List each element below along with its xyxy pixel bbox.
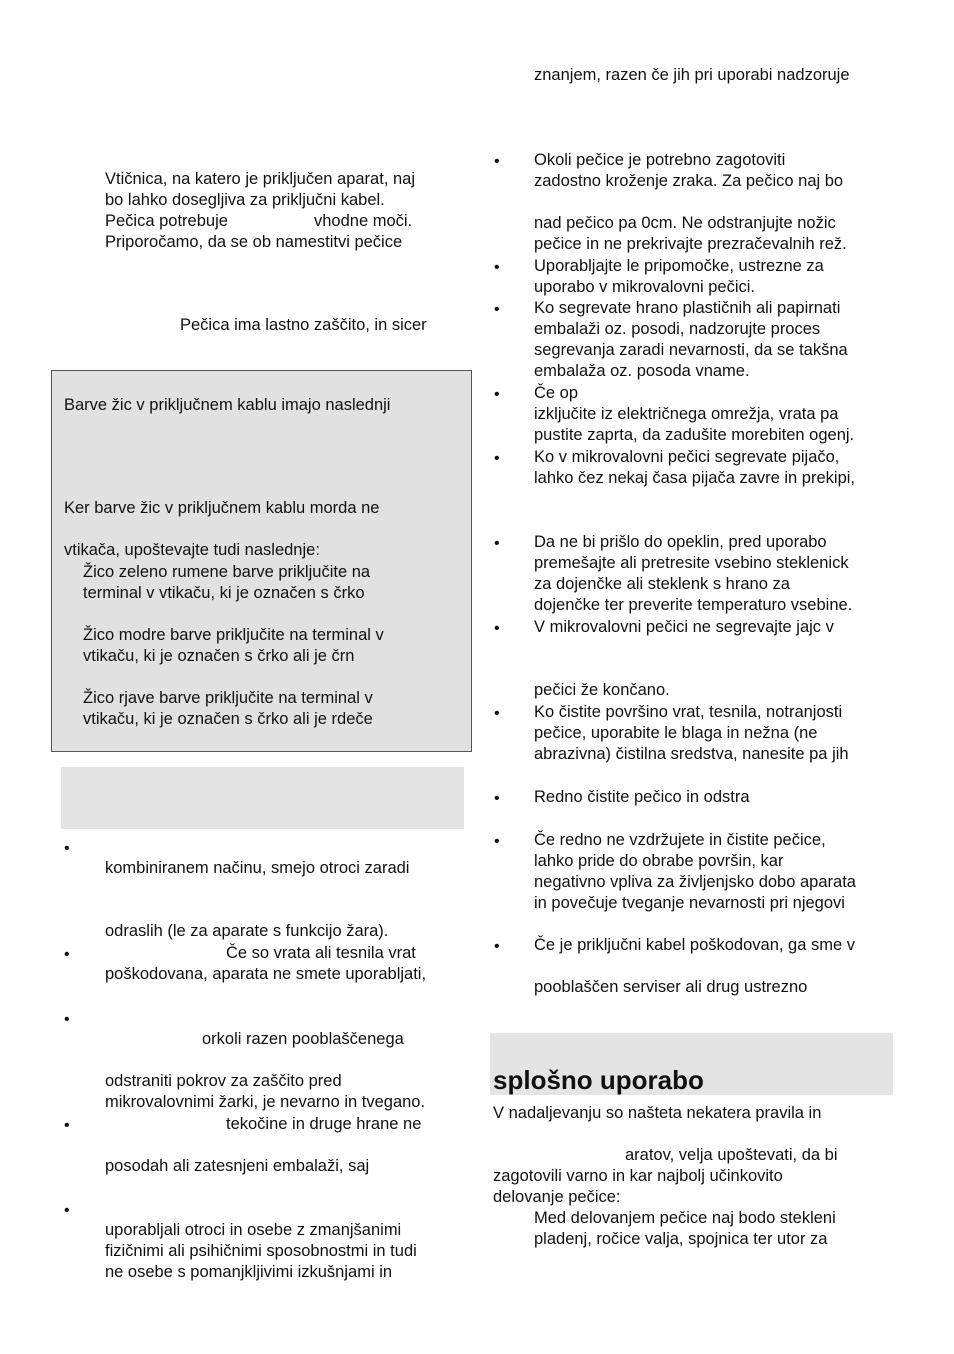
- list-item-line: Uporabljajte le pripomočke, ustrezne za: [534, 257, 824, 275]
- list-item-line: abrazivna) čistilna sredstva, nanesite pa jih: [534, 745, 849, 763]
- list-item-line: Da ne bi prišlo do opeklin, pred uporabo: [534, 533, 827, 551]
- list-item-line: Med delovanjem pečice naj bodo stekleni: [534, 1209, 836, 1227]
- text-line: bo lahko dosegljiva za priključni kabel.: [105, 191, 385, 209]
- text-line: Vtičnica, na katero je priključen aparat, naj: [105, 170, 416, 188]
- bullet: •: [64, 1117, 70, 1134]
- list-item-line: izključite iz električnega omrežja, vrata pa: [534, 405, 839, 423]
- bullet: •: [64, 1011, 70, 1028]
- list-item-line: Če op: [534, 384, 579, 402]
- text-line: Priporočamo, da se ob namestitvi pečice: [105, 233, 403, 251]
- list-item-line: segrevanja zaradi nevarnosti, da se takšna: [534, 341, 848, 359]
- list-item-line: Če je priključni kabel poškodovan, ga sme v: [534, 936, 856, 954]
- list-item-line: Ko čistite površino vrat, tesnila, notranjosti: [534, 703, 843, 721]
- bullet: •: [494, 386, 500, 403]
- list-item-line: pladenj, ročice valja, spojnica ter utor za: [534, 1230, 828, 1248]
- bullet: •: [494, 705, 500, 722]
- box-line: vtikača, upoštevajte tudi naslednje:: [64, 541, 320, 559]
- intro-line: V nadaljevanju so našteta nekatera pravila in: [493, 1104, 822, 1122]
- list-item-line: mikrovalovnimi žarki, je nevarno in tvegano.: [105, 1093, 426, 1111]
- bullet: •: [494, 301, 500, 318]
- bullet: •: [494, 833, 500, 850]
- bullet: •: [494, 620, 500, 637]
- list-item-line: tekočine in druge hrane ne: [226, 1115, 422, 1133]
- bullet: •: [494, 535, 500, 552]
- list-item-line: Če redno ne vzdržujete in čistite pečice,: [534, 831, 826, 849]
- list-item-line: negativno vpliva za življenjsko dobo aparata: [534, 873, 856, 891]
- list-item-line: V mikrovalovni pečici ne segrevajte jajc v: [534, 618, 834, 636]
- list-item-line: dojenčke ter preverite temperaturo vsebine.: [534, 596, 853, 614]
- box-line: Barve žic v priključnem kablu imajo naslednji: [64, 396, 391, 414]
- list-item-line: fizičnimi ali psihičnimi sposobnostmi in tudi: [105, 1242, 417, 1260]
- list-item-line: odraslih (le za aparate s funkcijo žara).: [105, 922, 389, 940]
- intro-line: aratov, velja upoštevati, da bi: [625, 1146, 838, 1164]
- protection-line: Pečica ima lastno zaščito, in sicer: [180, 316, 427, 334]
- brown-wire-line: vtikaču, ki je označen s črko ali je rdeče: [83, 710, 373, 728]
- list-item-line: pustite zaprta, da zadušite morebiten ogenj.: [534, 426, 855, 444]
- bullet: •: [494, 153, 500, 170]
- bullet: •: [494, 259, 500, 276]
- list-item-line: nad pečico pa 0cm. Ne odstranjujte nožic: [534, 214, 836, 232]
- list-item-line: lahko čez nekaj časa pijača zavre in prekipi,: [534, 469, 856, 487]
- text-line: znanjem, razen če jih pri uporabi nadzoruje: [534, 66, 850, 84]
- intro-line: delovanje pečice:: [493, 1188, 621, 1206]
- list-item-line: posodah ali zatesnjeni embalaži, saj: [105, 1157, 370, 1175]
- list-item-line: uporabljali otroci in osebe z zmanjšanimi: [105, 1221, 402, 1239]
- list-item-line: orkoli razen pooblaščenega: [202, 1030, 404, 1048]
- list-item-line: poškodovana, aparata ne smete uporabljati,: [105, 965, 427, 983]
- list-item-line: odstraniti pokrov za zaščito pred: [105, 1072, 342, 1090]
- list-item-line: pečice in ne prekrivajte prezračevalnih rež.: [534, 235, 847, 253]
- list-item-line: kombiniranem načinu, smejo otroci zaradi: [105, 859, 410, 877]
- list-item-line: Ko v mikrovalovni pečici segrevate pijačo,: [534, 448, 840, 466]
- list-item-line: in povečuje tveganje nevarnosti pri njegovi: [534, 894, 845, 912]
- list-item-line: Ko segrevate hrano plastičnih ali papirnati: [534, 299, 841, 317]
- bullet: •: [64, 840, 70, 857]
- list-item-line: embalaža oz. posoda vname.: [534, 362, 750, 380]
- list-item-line: lahko pride do obrabe površin, kar: [534, 852, 784, 870]
- bullet: •: [494, 790, 500, 807]
- list-item-line: Okoli pečice je potrebno zagotoviti: [534, 151, 786, 169]
- blue-wire-line: vtikaču, ki je označen s črko ali je črn: [83, 647, 355, 665]
- bullet: •: [64, 1202, 70, 1219]
- brown-wire-line: Žico rjave barve priključite na terminal v: [83, 689, 373, 707]
- box-line: Ker barve žic v priključnem kablu morda ne: [64, 499, 380, 517]
- text-line: Pečica potrebuje: [105, 212, 228, 230]
- section-heading-band: [61, 767, 464, 829]
- bullet: •: [64, 946, 70, 963]
- blue-wire-line: Žico modre barve priključite na terminal v: [83, 626, 384, 644]
- intro-line: zagotovili varno in kar najbolj učinkovito: [493, 1167, 783, 1185]
- list-item-line: Redno čistite pečico in odstra: [534, 788, 750, 806]
- bullet: •: [494, 450, 500, 467]
- section-heading: splošno uporabo: [493, 1065, 704, 1095]
- list-item-line: Če so vrata ali tesnila vrat: [226, 944, 416, 962]
- list-item-line: zadostno kroženje zraka. Za pečico naj bo: [534, 172, 844, 190]
- text-line: vhodne moči.: [314, 212, 413, 230]
- green-wire-line: Žico zeleno rumene barve priključite na: [83, 563, 371, 581]
- list-item-line: uporabo v mikrovalovni pečici.: [534, 278, 756, 296]
- list-item-line: premešajte ali pretresite vsebino steklenick: [534, 554, 849, 572]
- bullet: •: [494, 938, 500, 955]
- list-item-line: embalaži oz. posodi, nadzorujte proces: [534, 320, 821, 338]
- list-item-line: za dojenčke ali steklenk s hrano za: [534, 575, 790, 593]
- list-item-line: pečici že končano.: [534, 681, 670, 699]
- list-item-line: pooblaščen serviser ali drug ustrezno: [534, 978, 808, 996]
- green-wire-line: terminal v vtikaču, ki je označen s črko: [83, 584, 365, 602]
- list-item-line: pečice, uporabite le blaga in nežna (ne: [534, 724, 818, 742]
- list-item-line: ne osebe s pomanjkljivimi izkušnjami in: [105, 1263, 393, 1281]
